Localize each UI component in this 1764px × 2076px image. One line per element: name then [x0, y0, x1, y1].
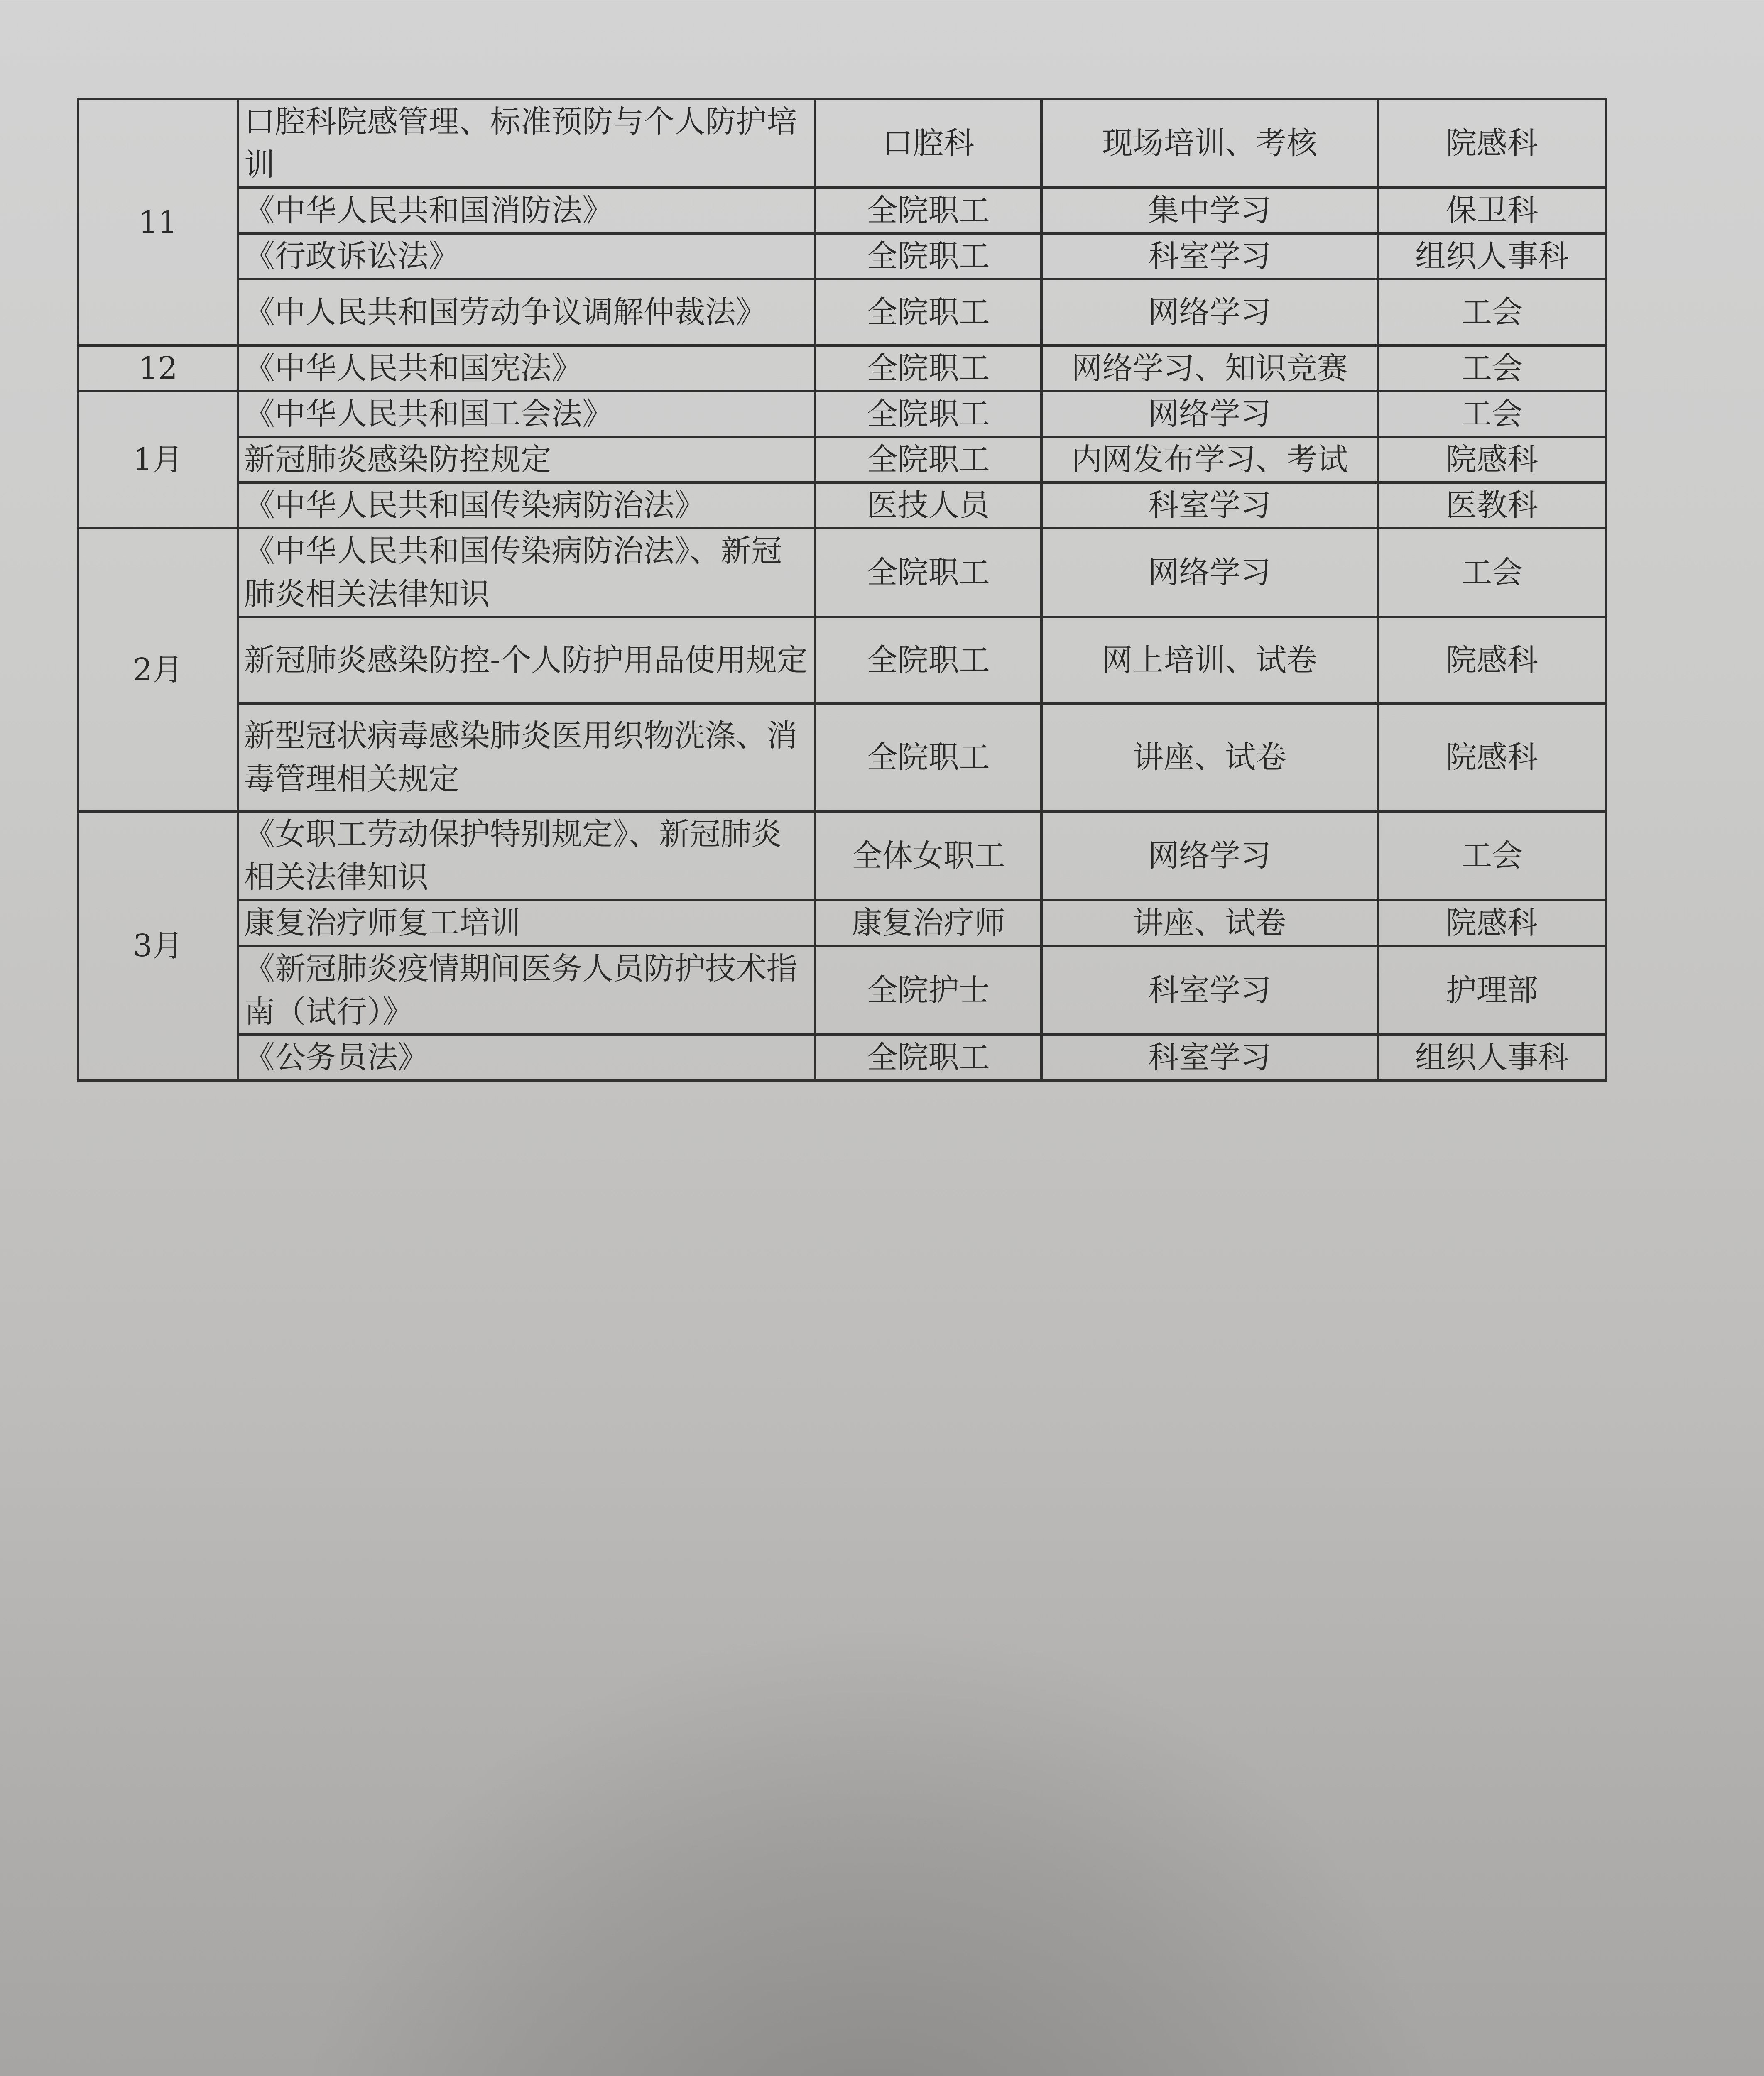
content-cell: 《中华人民共和国工会法》	[238, 391, 815, 437]
table-row	[78, 617, 1606, 703]
audience-cell: 全院职工	[815, 188, 1041, 233]
dept-cell: 工会	[1378, 811, 1606, 900]
content-cell: 新冠肺炎感染防控-个人防护用品使用规定	[238, 617, 815, 703]
content-cell: 口腔科院感管理、标准预防与个人防护培训	[238, 99, 815, 188]
month-cell: 3月	[78, 811, 238, 1080]
month-cell: 2月	[78, 528, 238, 811]
content-cell: 《公务员法》	[238, 1035, 815, 1080]
method-cell: 科室学习	[1041, 482, 1378, 528]
audience-cell: 全院护士	[815, 946, 1041, 1035]
audience-cell: 全院职工	[815, 703, 1041, 811]
dept-cell: 医教科	[1378, 482, 1606, 528]
method-cell: 网络学习、知识竞赛	[1041, 345, 1378, 391]
method-cell: 科室学习	[1041, 946, 1378, 1035]
table-row	[78, 482, 1606, 528]
audience-cell: 全院职工	[815, 279, 1041, 345]
training-schedule-table	[77, 98, 1607, 1082]
audience-cell: 全院职工	[815, 391, 1041, 437]
method-cell: 网络学习	[1041, 279, 1378, 345]
table-row	[78, 99, 1606, 188]
method-cell: 网络学习	[1041, 528, 1378, 617]
dept-cell: 组织人事科	[1378, 233, 1606, 279]
dept-cell: 护理部	[1378, 946, 1606, 1035]
method-cell: 集中学习	[1041, 188, 1378, 233]
shadow-overlay	[291, 1619, 1453, 2076]
content-cell: 《中华人民共和国传染病防治法》、新冠肺炎相关法律知识	[238, 528, 815, 617]
audience-cell: 全院职工	[815, 617, 1041, 703]
content-cell: 《新冠肺炎疫情期间医务人员防护技术指南（试行）》	[238, 946, 815, 1035]
dept-cell: 工会	[1378, 345, 1606, 391]
method-cell: 科室学习	[1041, 233, 1378, 279]
month-cell: 12	[78, 345, 238, 391]
table-row	[78, 345, 1606, 391]
audience-cell: 全体女职工	[815, 811, 1041, 900]
audience-cell: 全院职工	[815, 345, 1041, 391]
content-cell: 新冠肺炎感染防控规定	[238, 437, 815, 482]
content-cell: 《中华人民共和国消防法》	[238, 188, 815, 233]
audience-cell: 康复治疗师	[815, 900, 1041, 946]
table-row	[78, 946, 1606, 1035]
table-row	[78, 1035, 1606, 1080]
method-cell: 科室学习	[1041, 1035, 1378, 1080]
dept-cell: 院感科	[1378, 617, 1606, 703]
training-schedule-table-container	[77, 98, 1605, 1082]
dept-cell: 工会	[1378, 391, 1606, 437]
dept-cell: 工会	[1378, 528, 1606, 617]
table-row	[78, 279, 1606, 345]
dept-cell: 院感科	[1378, 99, 1606, 188]
content-cell: 《行政诉讼法》	[238, 233, 815, 279]
content-cell: 《中华人民共和国传染病防治法》	[238, 482, 815, 528]
table-row	[78, 188, 1606, 233]
method-cell: 网络学习	[1041, 391, 1378, 437]
table-row	[78, 233, 1606, 279]
table-row	[78, 391, 1606, 437]
audience-cell: 口腔科	[815, 99, 1041, 188]
month-cell: 11	[78, 99, 238, 345]
content-cell: 《中人民共和国劳动争议调解仲裁法》	[238, 279, 815, 345]
table-row	[78, 900, 1606, 946]
audience-cell: 全院职工	[815, 1035, 1041, 1080]
dept-cell: 院感科	[1378, 900, 1606, 946]
dept-cell: 保卫科	[1378, 188, 1606, 233]
table-row	[78, 703, 1606, 811]
method-cell: 讲座、试卷	[1041, 900, 1378, 946]
method-cell: 网上培训、试卷	[1041, 617, 1378, 703]
dept-cell: 院感科	[1378, 437, 1606, 482]
dept-cell: 工会	[1378, 279, 1606, 345]
method-cell: 内网发布学习、考试	[1041, 437, 1378, 482]
table-row	[78, 811, 1606, 900]
audience-cell: 全院职工	[815, 233, 1041, 279]
table-row	[78, 528, 1606, 617]
method-cell: 讲座、试卷	[1041, 703, 1378, 811]
table-row	[78, 437, 1606, 482]
dept-cell: 院感科	[1378, 703, 1606, 811]
content-cell: 康复治疗师复工培训	[238, 900, 815, 946]
audience-cell: 全院职工	[815, 528, 1041, 617]
method-cell: 网络学习	[1041, 811, 1378, 900]
method-cell: 现场培训、考核	[1041, 99, 1378, 188]
dept-cell: 组织人事科	[1378, 1035, 1606, 1080]
audience-cell: 医技人员	[815, 482, 1041, 528]
month-cell: 1月	[78, 391, 238, 528]
audience-cell: 全院职工	[815, 437, 1041, 482]
content-cell: 《女职工劳动保护特别规定》、新冠肺炎相关法律知识	[238, 811, 815, 900]
content-cell: 《中华人民共和国宪法》	[238, 345, 815, 391]
content-cell: 新型冠状病毒感染肺炎医用织物洗涤、消毒管理相关规定	[238, 703, 815, 811]
